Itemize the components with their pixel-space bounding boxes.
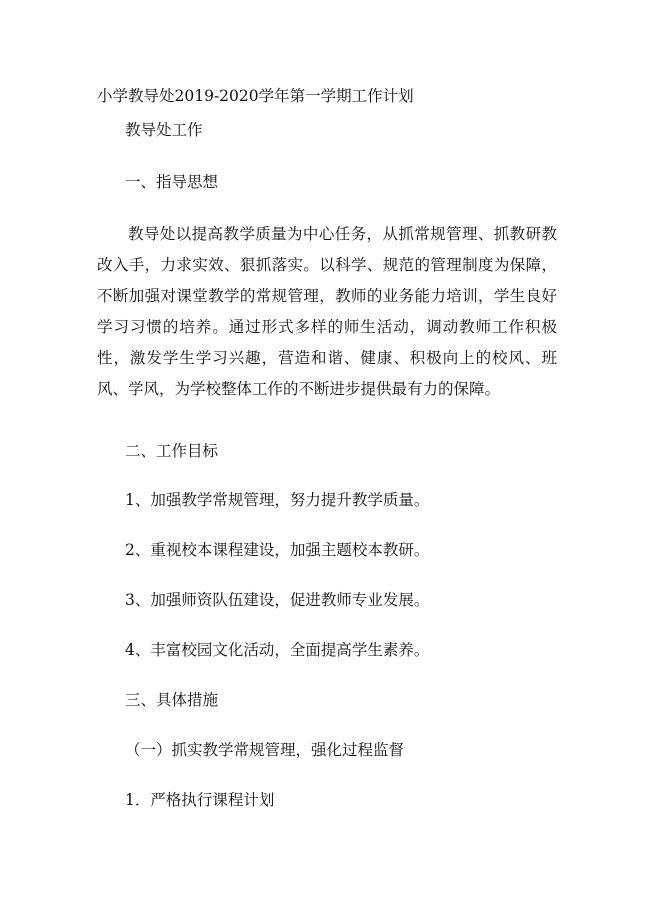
goal-item: 1、加强教学常规管理，努力提升教学质量。 (125, 491, 430, 509)
guiding-ideology-paragraph: 教导处以提高教学质量为中心任务，从抓常规管理、抓教研教改入手，力求实效、狠抓落实。以科学、规范的管理制度为保障，不断加强对课堂教学的常规管理，教师的业务能力培训，学生良好学习习惯的培养。通过形式多样的师生活动，调动教师工作积极性，激发学生学习兴趣，营造和谐、健康、积极向上的校风、班风、学风，为学校整体工作的不断进步提供最有力的保障。 (97, 225, 557, 398)
goal-item: 4、丰富校园文化活动，全面提高学生素养。 (125, 641, 430, 659)
goal-item: 2、重视校本课程建设，加强主题校本教研。 (125, 541, 430, 559)
section-heading-specific-measures: 三、具体措施 (125, 691, 219, 709)
goal-item: 3、加强师资队伍建设，促进教师专业发展。 (125, 591, 430, 609)
section-heading-guiding-ideology: 一、指导思想 (125, 173, 219, 191)
measure-item: 1．严格执行课程计划 (125, 791, 275, 809)
document-subtitle: 教导处工作 (125, 121, 203, 139)
document-title: 小学教导处2019-2020学年第一学期工作计划 (97, 87, 414, 105)
subsection-heading: （一）抓实教学常规管理，强化过程监督 (125, 741, 405, 759)
section-heading-work-goals: 二、工作目标 (125, 442, 219, 460)
